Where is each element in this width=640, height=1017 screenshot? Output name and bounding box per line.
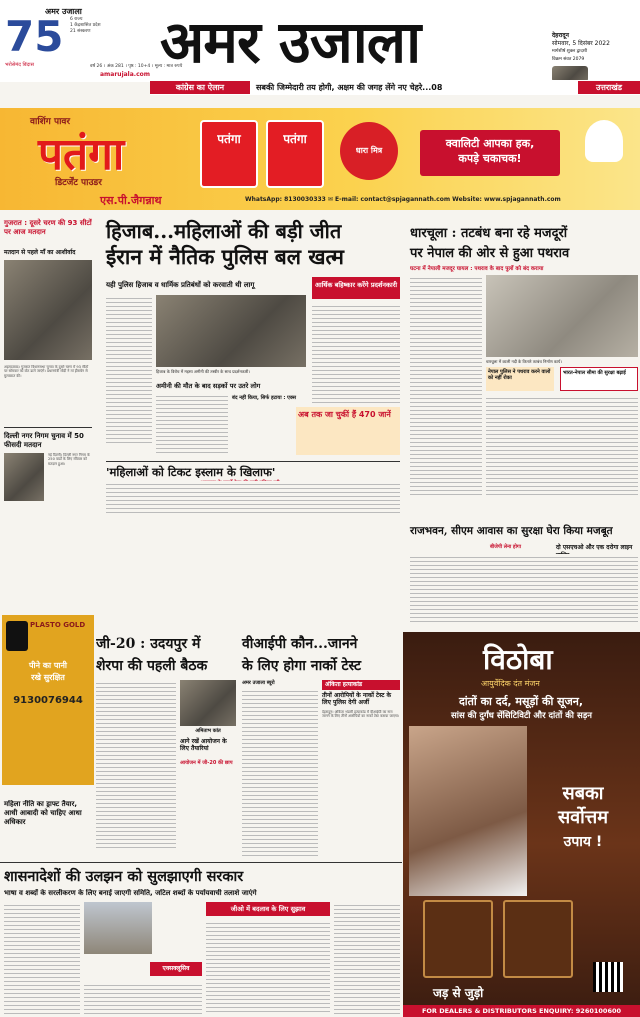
ad-brand: पतंगा bbox=[38, 129, 125, 180]
bottom-col-1 bbox=[4, 902, 80, 1014]
plasto-ad[interactable] bbox=[2, 615, 94, 785]
ad-company-logo bbox=[585, 120, 623, 162]
plasto-line2: रखे सुरक्षित bbox=[31, 673, 65, 682]
masthead bbox=[0, 0, 640, 82]
top-news-strip bbox=[150, 80, 640, 95]
dharchula-col-2 bbox=[486, 395, 638, 495]
bottom-deck: भाषा व शब्दों के सरलीकरण के लिए बनाई जाएगी समिति, जटिल शब्दों के पर्यायवाची तलाशे जाएंगे bbox=[4, 889, 257, 897]
plasto-phone: 9130076944 bbox=[13, 695, 83, 706]
border-box: भारत-नेपाल सीमा की सुरक्षा बढ़ाई bbox=[560, 367, 638, 391]
bottom-col-4 bbox=[84, 982, 202, 1014]
lead-story bbox=[100, 215, 402, 517]
river-photo bbox=[486, 275, 638, 357]
vip-sub: तीनों आरोपियों के नार्को टेस्ट के लिए पुलिस देगी अर्जी bbox=[322, 692, 392, 706]
iran-protest-photo bbox=[156, 295, 306, 367]
patanga-ad[interactable] bbox=[0, 108, 640, 210]
women-policy-headline: महिला नीति का ड्राफ्ट तैयार, आधी आबादी को चाहिए आधा अधिकार bbox=[4, 800, 82, 826]
deaths-quote: अब तक जा चुकीं हैं 470 जानें bbox=[296, 407, 400, 455]
modi-mother-photo bbox=[4, 260, 92, 360]
vithoba-line1: दांतों का दर्द, मसूड़ों की सूजन, bbox=[458, 695, 584, 708]
ad-brand-sub: डिटर्जेंट पाउडर bbox=[55, 178, 102, 188]
g20-headline: शेरपा की पहली बैठक bbox=[96, 658, 208, 674]
vithoba-bottom: जड़ से जुड़ो bbox=[433, 986, 484, 1000]
dealer-enquiry[interactable]: FOR DEALERS & DISTRIBUTORS ENQUIRY: 9260100600 bbox=[403, 1005, 640, 1017]
rajbhawan-body bbox=[410, 554, 638, 624]
dharchula-tag: घटना में नेपाली मजदूर घायल : पथराव के बाद पुलों को बंद कराया bbox=[410, 266, 544, 272]
lower-body bbox=[106, 481, 400, 515]
bottom-col-3 bbox=[334, 902, 400, 1014]
nav-congress-tag[interactable]: कांग्रेस का ऐलान bbox=[150, 81, 250, 94]
site-link[interactable]: amarujala.com bbox=[100, 71, 151, 78]
plasto-tank bbox=[6, 621, 28, 651]
lead-deck: यही पुलिस हिजाब व धार्मिक प्रतिबंधों को करवाती थी लागू bbox=[106, 281, 255, 289]
dharchula-kicker: धारचूला : तटबंध बना रहे मजदूरों bbox=[410, 226, 568, 241]
main-logo: अमर उजाला bbox=[160, 8, 421, 76]
nav-headline[interactable]: सबकी जिम्मेदारी तय होगी, अक्षम की जगह लेंगे नए चेहरे...08 bbox=[256, 83, 443, 92]
vip-col-left bbox=[242, 688, 318, 858]
rajbhawan-story bbox=[404, 520, 640, 630]
lead-col-2 bbox=[156, 393, 228, 453]
rajbhawan-sub-a: बीजेपी लेना होगा bbox=[490, 544, 521, 550]
boycott-box: आर्थिक बहिष्कार करेंगे प्रदर्शनकारी bbox=[312, 277, 400, 299]
dateline: देहरादून सोमवार, 5 दिसंबर 2022 मार्गशीर्ष शुक्ल द्वादशी विक्रम संवत 2079 bbox=[552, 32, 610, 62]
vip-byline: अमर उजाला ब्यूरो bbox=[242, 680, 275, 686]
gujarat-headline: गुजरात : दूसरे चरण की 93 सीटों पर आज मतदान bbox=[4, 219, 92, 236]
badge-number: 75 bbox=[5, 12, 64, 61]
left-column bbox=[0, 215, 96, 795]
ad-pack-2: पतंगा bbox=[266, 120, 324, 188]
plasto-line1: पीने का पानी bbox=[29, 661, 67, 670]
ad-slogan: क्वालिटी आपका हक, कपड़े चकाचक! bbox=[420, 130, 560, 176]
suggestion-box: जीओ में बदलाव के लिए सुझाव bbox=[206, 902, 330, 916]
vip-body: देहरादून। अंकिता भंडारी हत्याकांड में वीआईपी का नाम जानने के लिए तीनों आरोपियों का नार्को टेस्ट कराया जाएगा। bbox=[322, 710, 400, 719]
nav-state-tag[interactable]: उत्तराखंड bbox=[578, 81, 640, 94]
rajbhawan-headline: राजभवन, सीएम आवास का सुरक्षा घेरा किया मजबूत bbox=[410, 525, 613, 537]
river-caption: धारचूला में काली नदी के किनारे तटबंध निर्माण कार्य। bbox=[486, 359, 562, 364]
vithoba-ad[interactable] bbox=[403, 632, 640, 1017]
vip-story bbox=[238, 632, 402, 862]
badge-subtitle: भरोसेमंद बिंदास bbox=[5, 62, 34, 68]
ad-tagline: वाशिंग पावर bbox=[30, 117, 71, 127]
qr-code bbox=[593, 962, 623, 992]
issue-line: वर्ष 26 । अंक 281 । पृष्ठ : 10+4 । मूल्य : मात्र रुपये bbox=[90, 64, 183, 69]
building-photo bbox=[84, 902, 152, 954]
dharchula-headline: पर नेपाल की ओर से हुआ पथराव bbox=[410, 246, 570, 261]
edition-info: 6 राज्य 1 केंद्रशासित प्रदेश 21 संस्करण bbox=[70, 17, 101, 34]
vithoba-brand: विठोबा bbox=[483, 643, 553, 676]
vithoba-pack-1 bbox=[423, 900, 493, 978]
delhi-body: नई दिल्ली। दिल्ली नगर निगम के 250 वार्डों के लिए रविवार को मतदान हुआ। bbox=[48, 453, 90, 466]
dharchula-story bbox=[404, 215, 640, 520]
vithoba-pack-2 bbox=[503, 900, 573, 978]
vithoba-slogan: सबका सर्वोत्तम उपाय ! bbox=[557, 783, 609, 850]
lower-headline: 'महिलाओं को टिकट इस्लाम के खिलाफ' bbox=[106, 465, 276, 479]
g20-story bbox=[96, 632, 238, 862]
vip-kicker: वीआईपी कौन...जानने bbox=[242, 636, 358, 652]
lead-kicker: हिजाब...महिलाओं की बड़ी जीत bbox=[106, 219, 342, 243]
ad-mitra-seal: धारा मित्र bbox=[340, 122, 398, 180]
bottom-story bbox=[0, 862, 402, 1017]
g20-body bbox=[96, 680, 176, 850]
ad-contact: WhatsApp: 8130030333 ✉ E-mail: contact@spjagannath.com Website: www.spjagannath.com bbox=[245, 196, 561, 203]
lead-mid-sub: बंद नहीं किया, सिर्फ हटाया : एक्स bbox=[232, 395, 296, 401]
dharchula-col-1 bbox=[410, 275, 482, 495]
amitabh-kant-photo bbox=[180, 680, 236, 726]
ad-company: एस.पी.जैगन्नाथ bbox=[100, 194, 162, 207]
g20-kicker: जी-20 : उदयपुर में bbox=[96, 636, 201, 652]
vip-headline: के लिए होगा नार्को टेस्ट bbox=[242, 658, 362, 674]
nepal-police-box: नेपाल पुलिस ने पथराव करने वालों को नहीं रोका bbox=[486, 367, 554, 391]
g20-author: अमिताभ कांत bbox=[195, 728, 221, 734]
vithoba-sub: आयुर्वेदिक दंत मंजन bbox=[481, 679, 540, 688]
bottom-headline: शासनादेशों की उलझन को सुलझाएगी सरकार bbox=[4, 868, 244, 885]
iran-photo-caption: हिजाब के विरोध में महसा अमीनी की तस्वीर के साथ प्रदर्शनकारी। bbox=[156, 369, 250, 374]
lead-col-3 bbox=[312, 303, 400, 403]
exclusive-badge: एक्सक्लूसिव bbox=[150, 962, 202, 976]
lead-headline: ईरान में नैतिक पुलिस बल खत्म bbox=[106, 244, 344, 269]
vithoba-line2: सांस की दुर्गंध सेंसिटिविटी और दांतों की सड़न bbox=[451, 711, 592, 721]
plasto-brand: PLASTO GOLD bbox=[30, 621, 86, 629]
actor-photo bbox=[409, 726, 527, 896]
gujarat-body: अहमदाबाद। गुजरात विधानसभा चुनाव के दूसरे चरण में 93 सीटों पर सोमवार को वोट डाले जाएंगे। प्रधानमंत्री मोदी ने मां हीराबेन से मुलाकात की। bbox=[4, 365, 89, 378]
delhi-headline: दिल्ली नगर निगम चुनाव में 50 फीसदी मतदान bbox=[4, 432, 84, 449]
ad-pack-1: पतंगा bbox=[200, 120, 258, 188]
g20-mid: आगे रखें आयोजन के लिए तैयारियां bbox=[180, 738, 227, 752]
g20-mid2: आयोजन में जी-20 की छाप bbox=[180, 760, 233, 766]
rajbhawan-sub-b: दो एसएचओ और एक दरोगा लाइन bbox=[556, 544, 633, 551]
lead-subhead: अमीनी की मौत के बाद सड़कों पर उतरे लोग bbox=[156, 382, 261, 390]
lead-col-1 bbox=[106, 295, 152, 445]
bottom-col-2 bbox=[206, 920, 330, 1014]
women-policy bbox=[0, 800, 96, 840]
gujarat-sub: मतदान से पहले माँ का आशीर्वाद bbox=[4, 249, 76, 256]
delhi-photo bbox=[4, 453, 44, 501]
ankita-tag: अंकिता हत्याकांड bbox=[322, 680, 400, 690]
small-logo: अमर उजाला bbox=[45, 6, 82, 16]
